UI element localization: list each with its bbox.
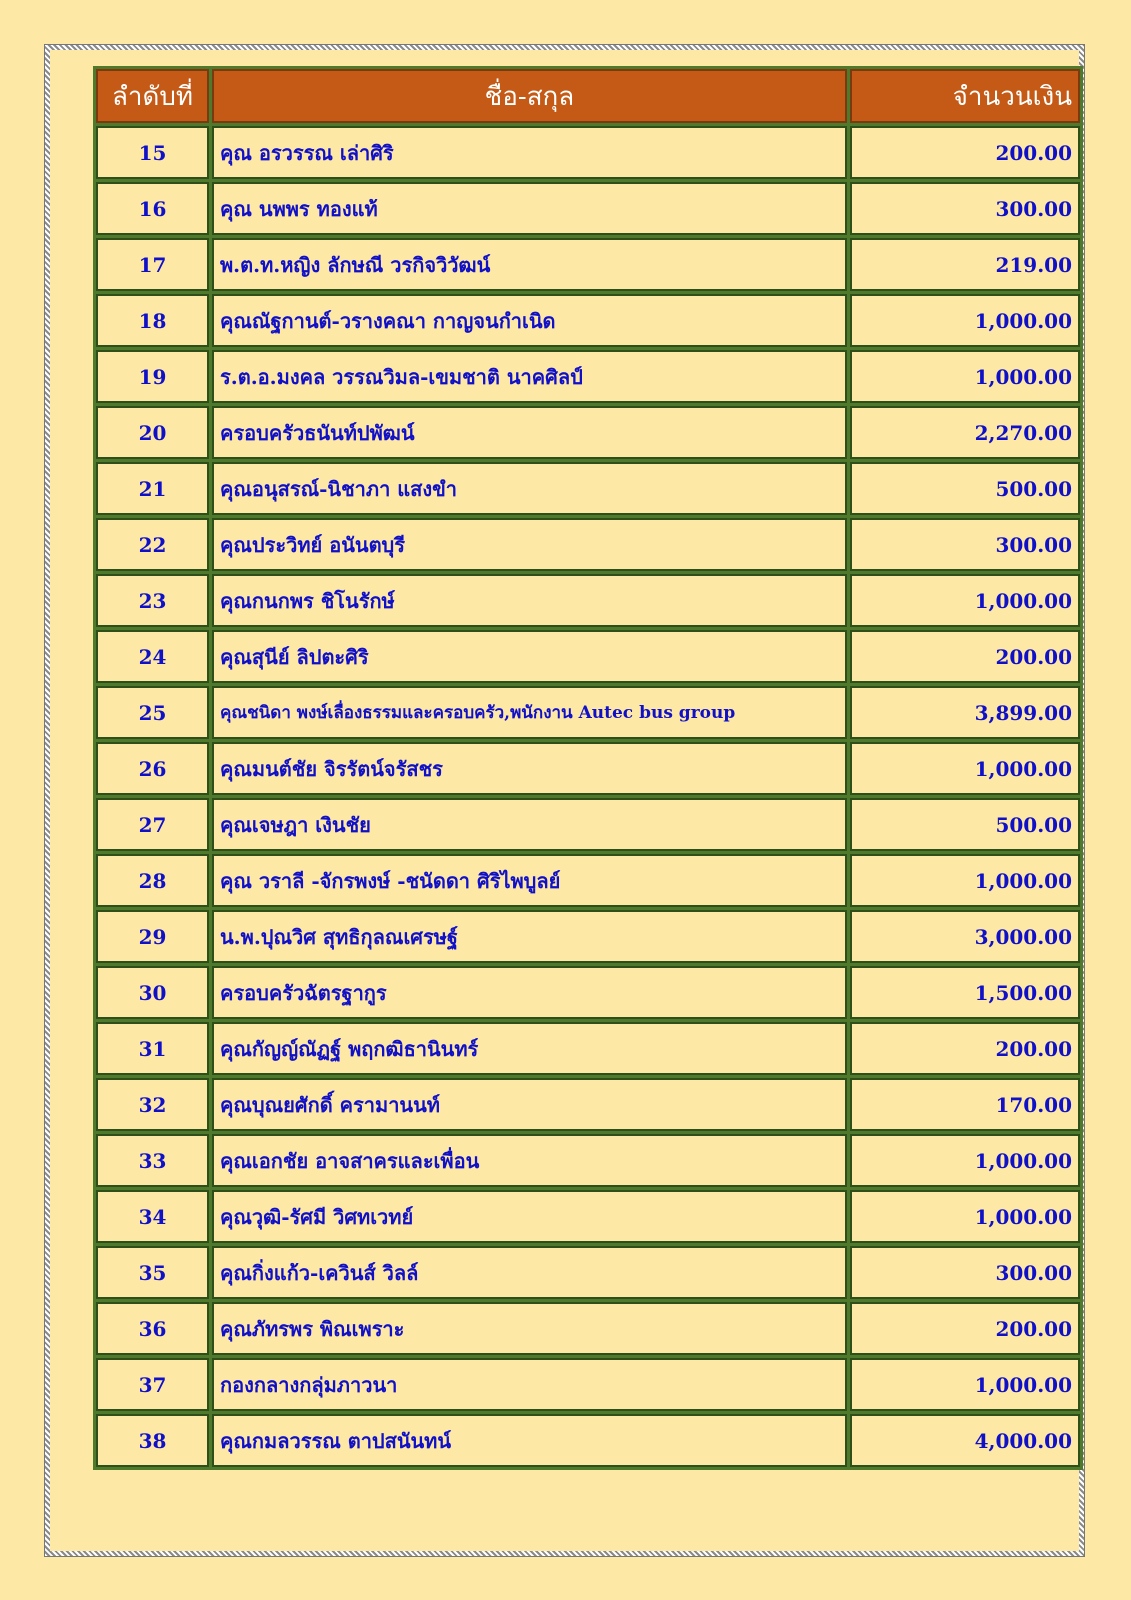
donation-amount: 1,000.00	[850, 854, 1080, 907]
donor-name: คุณเจษฎา เงินชัย	[212, 798, 847, 851]
donation-amount: 500.00	[850, 462, 1080, 515]
row-number: 28	[96, 854, 209, 907]
row-number: 15	[96, 126, 209, 179]
row-number: 36	[96, 1302, 209, 1355]
donation-amount: 1,000.00	[850, 574, 1080, 627]
donor-name: คุณณัฐกานต์-วรางคณา กาญจนกำเนิด	[212, 294, 847, 347]
table-row	[96, 1358, 1080, 1411]
donation-amount: 3,000.00	[850, 910, 1080, 963]
donation-amount: 300.00	[850, 182, 1080, 235]
table-row	[96, 686, 1080, 739]
donation-amount: 200.00	[850, 126, 1080, 179]
donation-amount: 500.00	[850, 798, 1080, 851]
row-number: 30	[96, 966, 209, 1019]
row-number: 22	[96, 518, 209, 571]
donation-amount: 1,000.00	[850, 1134, 1080, 1187]
table-row	[96, 1246, 1080, 1299]
table-row	[96, 1302, 1080, 1355]
row-number: 37	[96, 1358, 209, 1411]
donation-amount: 4,000.00	[850, 1414, 1080, 1467]
donor-name: คุณเอกชัย อาจสาครและเพื่อน	[212, 1134, 847, 1187]
donor-name: กองกลางกลุ่มภาวนา	[212, 1358, 847, 1411]
donor-name: คุณ วราลี -จักรพงษ์ -ชนัดดา ศิริไพบูลย์	[212, 854, 847, 907]
row-number: 32	[96, 1078, 209, 1131]
donor-name: คุณ นพพร ทองแท้	[212, 182, 847, 235]
row-number: 24	[96, 630, 209, 683]
donor-name: คุณมนต์ชัย จิรรัตน์จรัสชร	[212, 742, 847, 795]
donor-name: คุณอนุสรณ์-นิชาภา แสงขำ	[212, 462, 847, 515]
donation-amount: 200.00	[850, 1302, 1080, 1355]
donor-name: น.พ.ปุณวิศ สุทธิกุลณเศรษฐ์	[212, 910, 847, 963]
donor-name: คุณกัญญ์ณัฏฐ์ พฤกฒิธานินทร์	[212, 1022, 847, 1075]
row-number: 27	[96, 798, 209, 851]
row-number: 33	[96, 1134, 209, 1187]
donor-name: พ.ต.ท.หญิง ลักษณี วรกิจวิวัฒน์	[212, 238, 847, 291]
donor-name: คุณกมลวรรณ ตาปสนันทน์	[212, 1414, 847, 1467]
row-number: 26	[96, 742, 209, 795]
table-row	[96, 1414, 1080, 1467]
donor-name: ครอบครัวฉัตรฐากูร	[212, 966, 847, 1019]
donor-name: คุณชนิดา พงษ์เลื่องธรรมและครอบครัว,พนักงาน Autec bus group	[212, 686, 847, 739]
table-row	[96, 910, 1080, 963]
header-amount: จำนวนเงิน	[850, 69, 1080, 123]
table-row	[96, 182, 1080, 235]
donor-name: คุณภัทรพร พิณเพราะ	[212, 1302, 847, 1355]
table-row	[96, 742, 1080, 795]
row-number: 29	[96, 910, 209, 963]
table-row	[96, 238, 1080, 291]
table-row	[96, 518, 1080, 571]
table-row	[96, 1134, 1080, 1187]
row-number: 35	[96, 1246, 209, 1299]
table-row	[96, 294, 1080, 347]
donation-amount: 300.00	[850, 518, 1080, 571]
donation-amount: 1,500.00	[850, 966, 1080, 1019]
donor-name: ร.ต.อ.มงคล วรรณวิมล-เขมชาติ นาคศิลป์	[212, 350, 847, 403]
row-number: 21	[96, 462, 209, 515]
row-number: 31	[96, 1022, 209, 1075]
header-row	[96, 69, 1080, 123]
donation-amount: 170.00	[850, 1078, 1080, 1131]
row-number: 18	[96, 294, 209, 347]
table-row	[96, 798, 1080, 851]
donor-name: ครอบครัวธนันท์ปพัฒน์	[212, 406, 847, 459]
donation-amount: 1,000.00	[850, 1358, 1080, 1411]
row-number: 17	[96, 238, 209, 291]
donor-name: คุณสุนีย์ ลิปตะศิริ	[212, 630, 847, 683]
donor-name: คุณวุฒิ-รัศมี วิศทเวทย์	[212, 1190, 847, 1243]
row-number: 16	[96, 182, 209, 235]
donation-amount: 1,000.00	[850, 1190, 1080, 1243]
donation-amount: 3,899.00	[850, 686, 1080, 739]
donor-name: คุณกิ่งแก้ว-เควินส์ วิลล์	[212, 1246, 847, 1299]
donation-amount: 219.00	[850, 238, 1080, 291]
table-body	[96, 126, 1080, 1467]
donor-name: คุณประวิทย์ อนันตบุรี	[212, 518, 847, 571]
table-row	[96, 854, 1080, 907]
donor-name: คุณ อรวรรณ เล่าศิริ	[212, 126, 847, 179]
row-number: 20	[96, 406, 209, 459]
table-row	[96, 574, 1080, 627]
donation-amount: 1,000.00	[850, 742, 1080, 795]
donor-name: คุณบุณยศักดิ์ ครามานนท์	[212, 1078, 847, 1131]
row-number: 38	[96, 1414, 209, 1467]
header-number: ลำดับที่	[96, 69, 209, 123]
row-number: 23	[96, 574, 209, 627]
donation-amount: 300.00	[850, 1246, 1080, 1299]
donation-amount: 1,000.00	[850, 350, 1080, 403]
table-row	[96, 1078, 1080, 1131]
donation-amount: 2,270.00	[850, 406, 1080, 459]
row-number: 25	[96, 686, 209, 739]
donor-name: คุณกนกพร ชิโนรักษ์	[212, 574, 847, 627]
donation-amount: 1,000.00	[850, 294, 1080, 347]
donation-amount: 200.00	[850, 1022, 1080, 1075]
table-row	[96, 630, 1080, 683]
donation-amount: 200.00	[850, 630, 1080, 683]
table-row	[96, 126, 1080, 179]
table-row	[96, 1022, 1080, 1075]
table-row	[96, 406, 1080, 459]
row-number: 19	[96, 350, 209, 403]
table-row	[96, 966, 1080, 1019]
table-row	[96, 462, 1080, 515]
row-number: 34	[96, 1190, 209, 1243]
table-row	[96, 350, 1080, 403]
header-name: ชื่อ-สกุล	[212, 69, 847, 123]
donor-table	[93, 66, 1083, 1470]
table-row	[96, 1190, 1080, 1243]
